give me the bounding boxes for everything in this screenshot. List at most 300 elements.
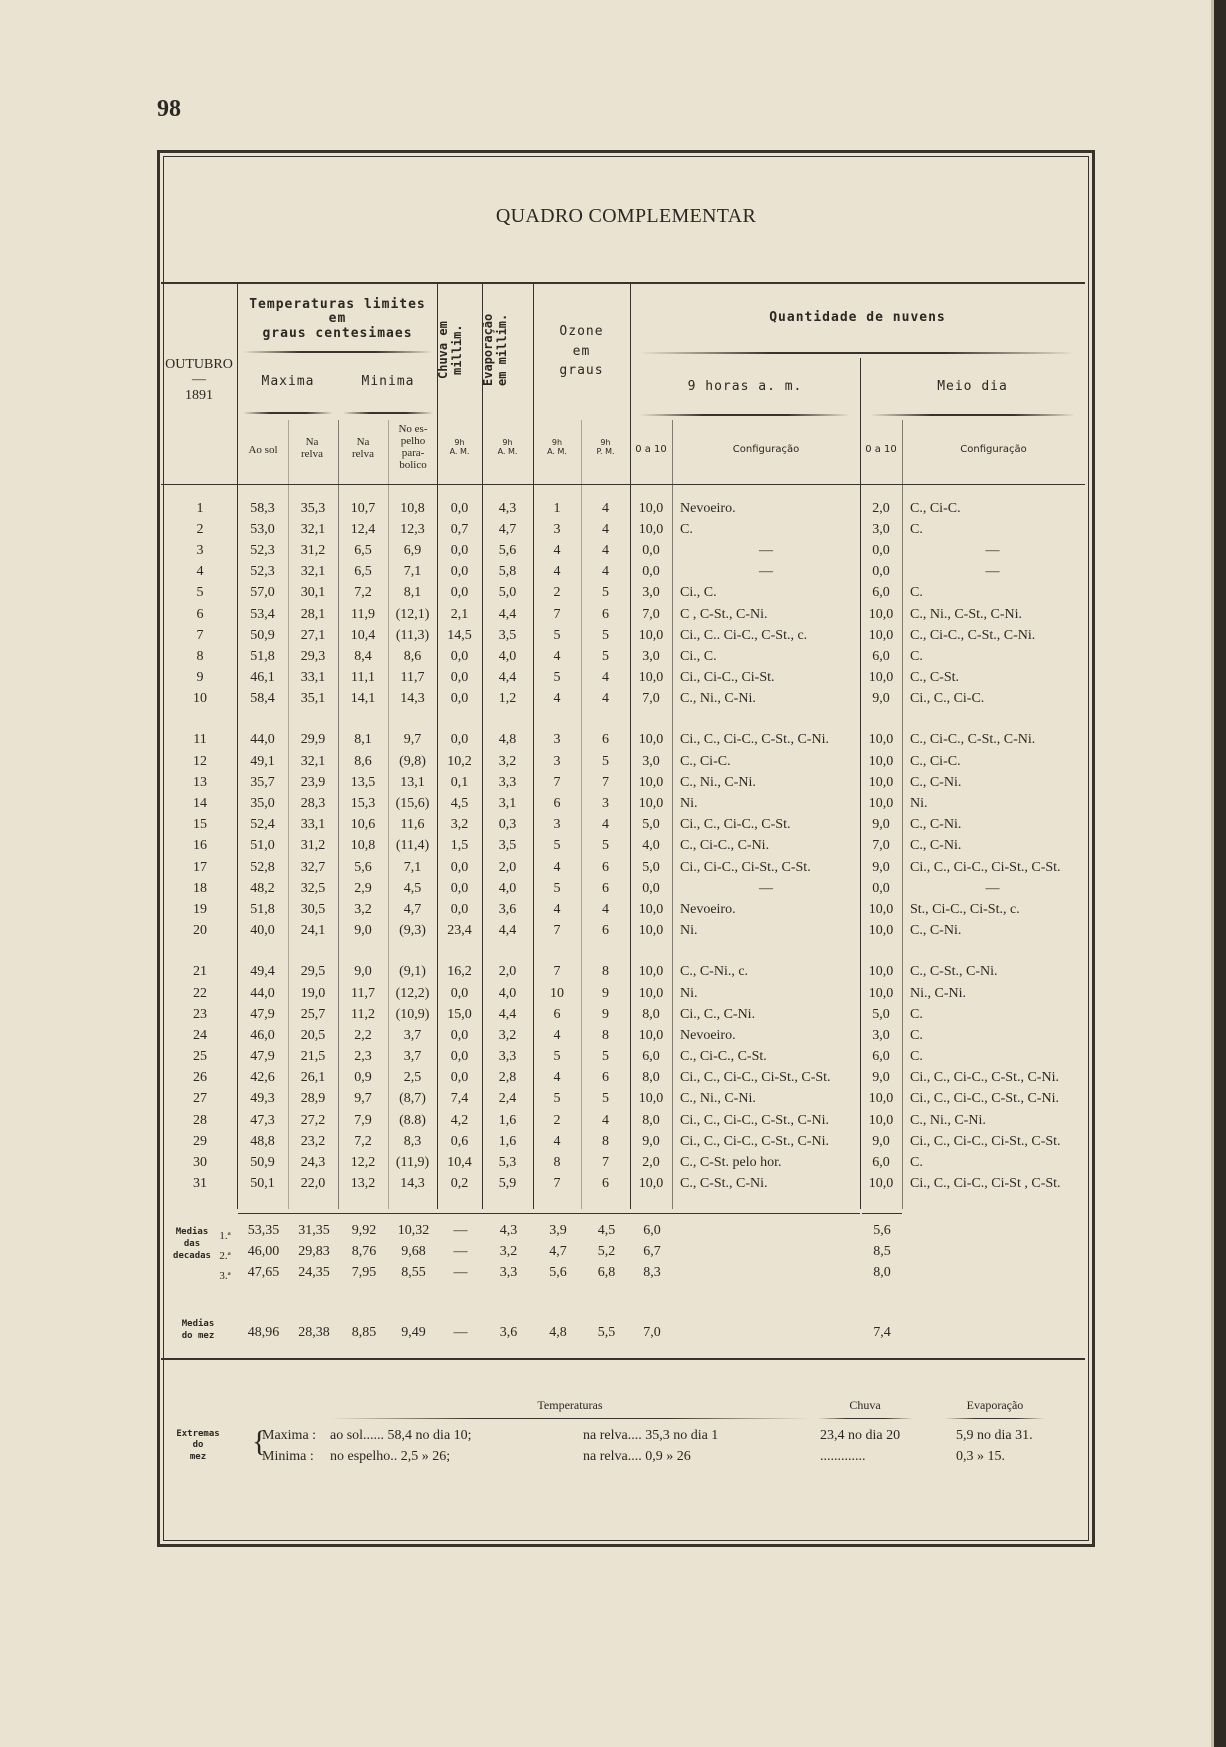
table-cell: — (985, 564, 1000, 580)
table-row (163, 1004, 1083, 1025)
table-cell: 4 (602, 1112, 609, 1128)
table-cell: 9,0 (872, 1070, 890, 1086)
table-cell: 13,2 (350, 1176, 376, 1192)
table-row (163, 899, 1083, 920)
table-cell: 8,0 (642, 1112, 660, 1128)
table-cell: 9 (196, 670, 204, 686)
table-cell: C., Ci-C. (910, 753, 961, 769)
temp-title-swoosh (330, 1418, 810, 1419)
table-cell: 5 (602, 648, 609, 664)
table-cell: 6 (196, 606, 204, 622)
table-cell: C., Ci-C. (910, 500, 961, 516)
table-cell: 3 (602, 796, 609, 812)
table-cell: 4 (553, 1027, 561, 1043)
table-cell: 10,0 (868, 964, 894, 980)
table-cell: 5,6 (498, 542, 517, 558)
table-cell: C., C-St., C-Ni. (680, 1176, 768, 1192)
table-cell: C. (910, 1155, 923, 1171)
table-cell: Ci., C., Ci-C., Ci-St , C-St. (910, 1176, 1061, 1192)
table-cell: 28,9 (300, 1091, 326, 1107)
min-label: Minima : (262, 1449, 314, 1464)
table-cell: (8.8) (399, 1112, 426, 1128)
table-cell: 6 (602, 923, 609, 939)
decade-means-label: Medias das decadas (173, 1227, 211, 1262)
table-cell: 0,0 (450, 732, 469, 748)
table-row (163, 983, 1083, 1004)
table-row (163, 646, 1083, 667)
mean-cell: 4,8 (549, 1324, 567, 1340)
mean-cell: 5,2 (597, 1243, 616, 1259)
table-cell: 3,7 (403, 1027, 422, 1043)
table-cell: 10,0 (638, 964, 664, 980)
mean-cell: 7,4 (873, 1324, 891, 1340)
minima-header: Minima (361, 374, 415, 389)
min-rain: ............. (820, 1449, 866, 1464)
table-cell: 30,1 (300, 585, 326, 601)
table-cell: 13 (193, 774, 207, 790)
table-cell: 10,0 (868, 627, 894, 643)
header-bottom-rule (161, 484, 1085, 485)
table-cell: 23,4 (447, 923, 472, 939)
table-cell: 4 (602, 564, 609, 580)
table-cell: 8,6 (354, 753, 372, 769)
table-cell: (12,1) (395, 606, 430, 622)
table-cell: 12,2 (350, 1155, 376, 1171)
table-cell: 7 (602, 774, 609, 790)
table-cell: 6 (553, 1006, 561, 1022)
table-cell: Ci., C., Ci-C., C-St., C-Ni. (910, 1091, 1059, 1107)
table-cell: 8,3 (403, 1133, 422, 1149)
table-cell: 3,5 (498, 838, 517, 854)
table-cell: 50,9 (250, 627, 275, 643)
table-cell: 10 (193, 691, 207, 707)
table-cell: 9,0 (642, 1133, 660, 1149)
table-cell: 19,0 (300, 985, 326, 1001)
month-means-table (238, 1322, 903, 1343)
table-cell: 0,0 (450, 859, 469, 875)
table-row (163, 540, 1083, 561)
table-cell: 13,5 (350, 774, 376, 790)
table-cell: 11,1 (351, 670, 375, 686)
table-cell: Ci., C., Ci-C., Ci-St., C-St. (910, 859, 1061, 875)
table-cell: Ni. (680, 796, 698, 812)
table-cell: 52,4 (250, 817, 275, 833)
table-cell: 8 (602, 964, 609, 980)
mean-cell: 4,7 (549, 1243, 567, 1259)
table-cell: (10,9) (395, 1006, 430, 1022)
mean-cell: 8,0 (873, 1264, 891, 1280)
table-cell: Ci., C., Ci-C., C-St., C-Ni. (680, 732, 829, 748)
noon-config-header: Configuração (960, 444, 1027, 455)
table-cell: C., C-Ni. (910, 817, 962, 833)
clouds-header: Quantidade de nuvens (769, 310, 946, 325)
table-cell: 51,8 (250, 901, 275, 917)
mean-cell: 7,95 (351, 1264, 377, 1280)
table-cell: C. (910, 521, 923, 537)
table-cell: 8 (602, 1133, 609, 1149)
table-cell: 3 (553, 732, 561, 748)
means-rule (238, 1213, 860, 1214)
table-cell: — (985, 880, 1000, 896)
table-cell: 8,0 (642, 1070, 660, 1086)
table-row (163, 751, 1083, 772)
table-cell: 5 (553, 670, 561, 686)
table-cell: 22 (193, 985, 207, 1001)
decade-mean-row (238, 1262, 903, 1283)
table-cell: C., Ci-C. (680, 753, 731, 769)
table-row (163, 583, 1083, 604)
maxima-swoosh (243, 412, 333, 414)
table-cell: 46,1 (250, 670, 275, 686)
decade-numbers: 1.ª 2.ª 3.ª (219, 1230, 231, 1282)
table-cell: 20 (193, 923, 207, 939)
table-row (163, 689, 1083, 710)
spacer-cell (673, 1241, 861, 1262)
body-bottom-rule (161, 1358, 1085, 1360)
table-row (163, 625, 1083, 646)
table-cell: 6,5 (354, 564, 372, 580)
table-cell: 32,7 (300, 859, 326, 875)
table-cell: 10,0 (638, 774, 664, 790)
month-header: OUTUBRO — 1891 (165, 357, 233, 403)
table-cell: 6,0 (872, 1049, 890, 1065)
table-cell: 24 (193, 1027, 207, 1043)
evaporation-header: Evaporação em millim. (481, 313, 509, 387)
evap-title-swoosh (945, 1418, 1045, 1419)
table-cell: 4,5 (403, 880, 422, 896)
table-cell: C., C-St. pelo hor. (680, 1155, 782, 1171)
max-label: Maxima : (262, 1428, 317, 1443)
clouds-swoosh (640, 352, 1075, 354)
temperature-group-header: Temperaturas limites em graus centesimaes (249, 297, 426, 341)
table-cell: 7 (602, 1155, 609, 1171)
table-cell: 33,1 (300, 670, 326, 686)
month-mean-row (238, 1322, 903, 1343)
nine-swoosh (640, 414, 850, 416)
table-cell: 11,6 (400, 817, 425, 833)
table-cell: 47,9 (250, 1006, 275, 1022)
spacer-cell (673, 1322, 861, 1343)
table-cell: 58,3 (250, 500, 275, 516)
table-cell: 6 (602, 606, 609, 622)
table-cell: 10,0 (868, 985, 894, 1001)
table-cell: 0,0 (872, 542, 890, 558)
table-cell: Nevoeiro. (680, 901, 736, 917)
table-cell: C., Ni., C-St., C-Ni. (910, 606, 1023, 622)
table-cell: 48,8 (250, 1133, 275, 1149)
decade-mean-row (238, 1220, 903, 1241)
table-cell: 2,9 (354, 880, 372, 896)
mean-cell: 28,38 (298, 1324, 330, 1340)
table-cell: C., Ci-C., C-Ni. (680, 838, 770, 854)
table-cell: 4,8 (498, 732, 517, 748)
table-cell: 4,7 (498, 521, 517, 537)
min-part1: no espelho.. 2,5 » 26; (330, 1449, 451, 1464)
table-cell: Ci., Ci-C., Ci-St., C-St. (680, 859, 811, 875)
table-cell: C , C-St., C-Ni. (680, 606, 768, 622)
table-cell: Nevoeiro. (680, 500, 736, 516)
table-cell: 4 (553, 648, 561, 664)
table-cell: Ci., C., Ci-C., Ci-St., C-St. (910, 1133, 1061, 1149)
table-cell: 10,0 (638, 1027, 664, 1043)
table-cell: 5,6 (354, 859, 372, 875)
table-cell: 8,6 (403, 648, 422, 664)
table-cell: 31,2 (300, 542, 326, 558)
table-cell: 4 (602, 521, 609, 537)
table-cell: (11,4) (395, 838, 430, 854)
table-cell: 3 (553, 753, 561, 769)
table-cell: 5,0 (498, 585, 517, 601)
table-cell: C. (910, 1049, 923, 1065)
table-cell: 26,1 (300, 1070, 326, 1086)
table-cell: 4 (553, 691, 561, 707)
table-cell: 3 (553, 817, 561, 833)
mean-cell: 3,3 (499, 1264, 518, 1280)
table-cell: 0,0 (450, 1027, 469, 1043)
table-cell: 9,0 (872, 1133, 890, 1149)
table-cell: 7 (553, 774, 561, 790)
table-cell: 6,0 (642, 1049, 660, 1065)
table-cell: 0,0 (450, 901, 469, 917)
mean-cell: — (453, 1243, 468, 1259)
table-cell: 2,2 (354, 1027, 372, 1043)
table-cell: 3,5 (498, 627, 517, 643)
mean-cell: 3,9 (549, 1222, 567, 1238)
table-cell: 0,0 (450, 564, 469, 580)
table-cell: 10,0 (638, 901, 664, 917)
table-cell: 5 (602, 1049, 609, 1065)
table-cell: 10,0 (868, 606, 894, 622)
table-cell: 29,5 (300, 964, 326, 980)
table-cell: 10,0 (868, 753, 894, 769)
table-cell: 7 (553, 1176, 561, 1192)
table-cell: 4,0 (498, 648, 517, 664)
table-cell: 4,7 (403, 901, 422, 917)
mean-cell: 9,92 (351, 1222, 377, 1238)
table-cell: 3,2 (450, 817, 469, 833)
table-cell: 3,6 (498, 901, 517, 917)
table-cell: 2,8 (498, 1070, 517, 1086)
noon-scale-header: 0 a 10 (865, 444, 897, 455)
table-cell: 9 (602, 985, 609, 1001)
header-top-rule (161, 282, 1085, 284)
table-cell: 0,0 (450, 1070, 469, 1086)
table-cell: 58,4 (250, 691, 275, 707)
table-cell: Ni. (910, 796, 928, 812)
table-cell: 6 (553, 796, 561, 812)
table-cell: 10,0 (638, 500, 664, 516)
table-cell: (11,9) (395, 1155, 430, 1171)
table-cell: Ci., C., C-Ni. (680, 1006, 756, 1022)
table-cell: 3,0 (642, 648, 660, 664)
mean-cell: 5,6 (873, 1222, 891, 1238)
table-cell: 4,4 (498, 606, 517, 622)
rain-9h-header: 9h A. M. (449, 438, 470, 456)
table-cell: 29,3 (300, 648, 326, 664)
table-cell: 5,0 (872, 1006, 890, 1022)
mean-cell: 8,55 (401, 1264, 426, 1280)
table-cell: 10,0 (868, 1091, 894, 1107)
table-cell: Ci., C., Ci-C., Ci-St., C-St. (680, 1070, 831, 1086)
table-cell: 1 (196, 500, 204, 516)
table-cell: Ci., Ci-C., Ci-St. (680, 670, 775, 686)
table-cell: 9 (602, 1006, 609, 1022)
table-row (163, 815, 1083, 836)
table-cell: 0,0 (450, 670, 469, 686)
table-cell: 10,0 (638, 1091, 664, 1107)
table-cell: 6 (602, 732, 609, 748)
page-title: QUADRO COMPLEMENTAR (495, 205, 757, 227)
table-cell: Ni. (680, 985, 698, 1001)
table-cell: 23,2 (300, 1133, 326, 1149)
table-cell: 12,3 (400, 521, 425, 537)
table-cell: 21 (193, 964, 207, 980)
mean-cell: 46,00 (247, 1243, 280, 1259)
mean-cell: — (453, 1264, 468, 1280)
table-cell: 10,0 (868, 1112, 894, 1128)
mean-cell: 3,2 (499, 1243, 518, 1259)
table-cell: 3,2 (498, 753, 517, 769)
table-cell: 4,0 (498, 985, 517, 1001)
table-cell: 3,7 (403, 1049, 422, 1065)
table-cell: 6 (602, 859, 609, 875)
table-cell: 0,3 (498, 817, 517, 833)
table-cell: 5 (196, 585, 204, 601)
table-cell: 2 (196, 521, 204, 537)
table-row (163, 1174, 1083, 1195)
table-cell: 35,1 (300, 691, 326, 707)
table-cell: 10,0 (638, 627, 664, 643)
table-cell: 15,3 (350, 796, 376, 812)
table-cell: 10,4 (447, 1155, 472, 1171)
table-cell: C., C-St. (910, 670, 960, 686)
table-cell: 7 (553, 606, 561, 622)
table-row (163, 1089, 1083, 1110)
mean-cell: — (453, 1324, 468, 1340)
table-cell: (9,1) (399, 964, 426, 980)
table-cell: 0,0 (642, 564, 660, 580)
table-cell: 17 (193, 859, 207, 875)
table-cell: 32,1 (300, 753, 326, 769)
table-cell: 11,7 (400, 670, 425, 686)
table-cell: 8 (602, 1027, 609, 1043)
table-cell: 25 (193, 1049, 207, 1065)
decade-means-table (238, 1220, 903, 1283)
table-cell: C., Ni., C-Ni. (910, 1112, 986, 1128)
table-cell: C., C-St., C-Ni. (910, 964, 998, 980)
table-cell: 48,2 (250, 880, 275, 896)
table-cell: 6,9 (403, 542, 422, 558)
extremes-rain-title: Chuva (849, 1398, 881, 1412)
table-cell: 18 (193, 880, 207, 896)
month-means-label: Medias do mez (181, 1319, 215, 1342)
table-cell: 28,1 (300, 606, 326, 622)
nine-hours-header: 9 horas a. m. (687, 379, 803, 394)
table-cell: 8,4 (354, 648, 372, 664)
table-cell: 4,2 (450, 1112, 469, 1128)
table-cell: Ci., C., Ci-C. (910, 691, 985, 707)
table-cell: 9,0 (872, 859, 890, 875)
minima-swoosh (343, 412, 433, 414)
table-cell: 9,7 (403, 732, 422, 748)
table-cell: 0,0 (450, 648, 469, 664)
mean-cell: 24,35 (298, 1264, 330, 1280)
table-cell: 0,9 (354, 1070, 372, 1086)
table-cell: 29,9 (300, 732, 326, 748)
table-cell: 44,0 (250, 985, 275, 1001)
table-cell: 27 (193, 1091, 207, 1107)
table-cell: 3,3 (498, 1049, 517, 1065)
table-cell: 10,0 (868, 670, 894, 686)
decade-mean-row (238, 1241, 903, 1262)
daily-table (163, 498, 1083, 1195)
table-cell: Ci., C., Ci-C., C-St. (680, 817, 791, 833)
table-cell: 2,0 (872, 500, 890, 516)
table-cell: — (985, 542, 1000, 558)
page-edge (1214, 0, 1226, 1747)
table-cell: 9,7 (354, 1091, 372, 1107)
table-cell: 1 (553, 500, 561, 516)
table-cell: 7,9 (354, 1112, 372, 1128)
extremes-temperature-title: Temperaturas (537, 1398, 603, 1412)
table-row (163, 1152, 1083, 1173)
table-cell: 3,0 (872, 1027, 890, 1043)
table-cell: 8,1 (403, 585, 422, 601)
table-cell: 22,0 (300, 1176, 326, 1192)
mean-cell: 8,76 (351, 1243, 377, 1259)
table-cell: 0,2 (450, 1176, 469, 1192)
table-cell: 8 (196, 648, 204, 664)
table-cell: 4 (602, 817, 609, 833)
table-cell: 10,0 (638, 923, 664, 939)
table-cell: 24,3 (300, 1155, 326, 1171)
table-cell: 11,7 (351, 985, 375, 1001)
table-cell: C., Ni., C-Ni. (680, 774, 756, 790)
table-cell: 8,0 (642, 1006, 660, 1022)
table-cell: 3,2 (354, 901, 372, 917)
decade-gap (163, 710, 1083, 730)
table-cell: 1,6 (498, 1133, 517, 1149)
table-cell: Ci., C. (680, 648, 717, 664)
table-cell: C., C-Ni., c. (680, 964, 749, 980)
table-cell: C., Ni., C-Ni. (680, 691, 756, 707)
table-cell: 0,0 (642, 880, 660, 896)
table-row (163, 730, 1083, 751)
decade-gap (163, 942, 1083, 962)
table-cell: 8 (553, 1155, 561, 1171)
table-cell: 0,0 (450, 1049, 469, 1065)
table-cell: 9,0 (354, 964, 372, 980)
espelho-header: No es- pelho para- bolico (398, 423, 428, 472)
table-cell: Ci., C., Ci-C., C-St., C-Ni. (680, 1112, 829, 1128)
table-cell: 10,0 (638, 985, 664, 1001)
table-cell: 49,1 (250, 753, 275, 769)
mean-cell: 5,5 (597, 1324, 616, 1340)
ao-sol-header: Ao sol (248, 444, 278, 456)
table-cell: 10,0 (868, 774, 894, 790)
table-cell: 5 (553, 1049, 561, 1065)
table-cell: 44,0 (250, 732, 275, 748)
table-cell: — (759, 880, 773, 896)
table-cell: 10,4 (350, 627, 376, 643)
table-cell: 35,3 (300, 500, 326, 516)
table-cell: 0,0 (450, 542, 469, 558)
table-cell: (11,3) (395, 627, 430, 643)
table-cell: 9,0 (354, 923, 372, 939)
table-cell: 10,0 (868, 901, 894, 917)
ozone-pm-header: 9h P. M. (596, 438, 615, 456)
table-cell: 8,1 (354, 732, 372, 748)
